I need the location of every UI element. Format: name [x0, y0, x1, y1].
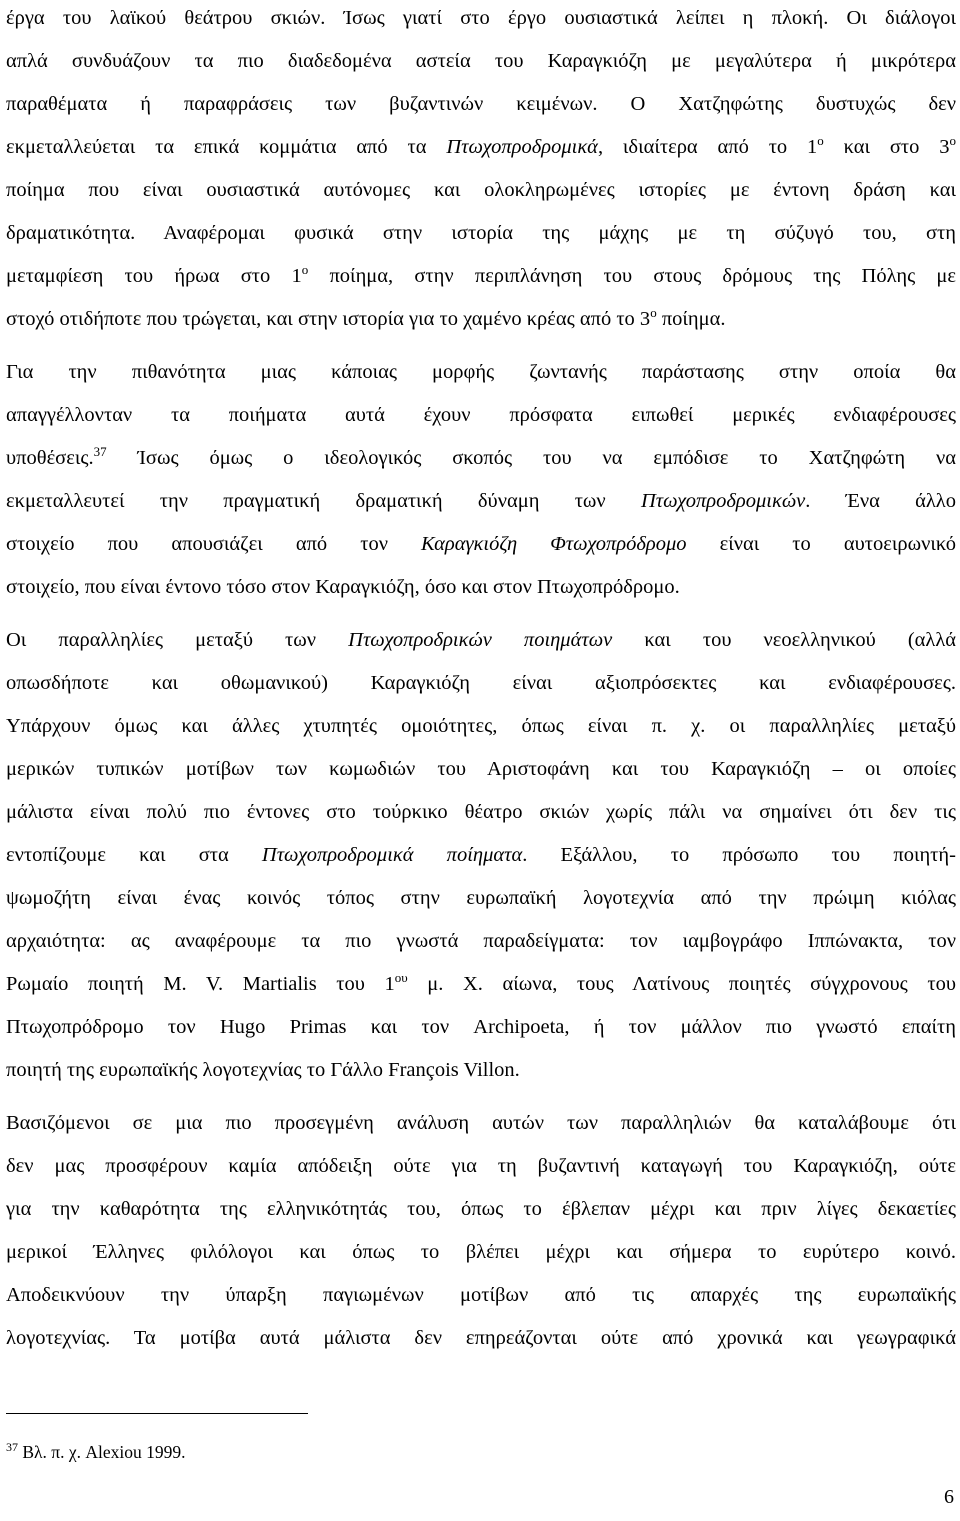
text-run: ποίημα που είναι ουσιαστικά αυτόνομες και ολοκληρωμένες ιστορίες με έντονη δράση και	[6, 179, 956, 201]
superscript: ο	[301, 262, 309, 277]
text-run: ποίημα, στην περιπλάνηση του στους δρόμους της Πόλης με	[308, 265, 957, 287]
footnote-text: Βλ. π. χ. Alexiou 1999.	[18, 1442, 186, 1462]
text-line	[6, 712, 956, 740]
text-run: στοιχείο που απουσιάζει από τον	[6, 533, 422, 555]
footnote-marker: 37	[6, 1440, 18, 1454]
text-line	[6, 1324, 956, 1352]
text-line	[6, 798, 956, 826]
text-line	[6, 4, 956, 32]
text-run: λογοτεχνίας. Τα μοτίβα αυτά μάλιστα δεν επηρεάζονται ούτε από χρονικά και γεωγραφικά	[6, 1327, 956, 1349]
text-line	[6, 1013, 956, 1041]
text-line	[6, 1238, 956, 1266]
text-line	[6, 884, 956, 912]
text-run: υποθέσεις.	[6, 447, 94, 469]
text-line	[6, 176, 956, 204]
text-line	[6, 444, 956, 472]
text-line	[6, 1152, 956, 1180]
text-line	[6, 573, 956, 601]
text-run: . Εξάλλου, το πρόσωπο του ποιητή-	[522, 844, 956, 866]
text-line	[6, 1109, 956, 1137]
text-run: εκμεταλλευτεί την πραγματική δραματική δύναμη των	[6, 490, 641, 512]
text-line	[6, 262, 956, 290]
text-run: , ιδιαίτερα από το 1	[597, 136, 818, 158]
italic-text: Πτωχοπροδρικών ποιημάτων	[348, 629, 613, 651]
page-number: 6	[944, 1486, 954, 1508]
text-run: Ρωμαίο ποιητή M. V. Martialis του 1	[6, 973, 395, 995]
text-run: Βασιζόμενοι σε μια πιο προσεγμένη ανάλυση αυτών των παραλληλιών θα καταλάβουμε ότι	[6, 1112, 956, 1134]
text-run: ποίημα.	[656, 308, 726, 330]
text-run: εκμεταλλεύεται τα επικά κομμάτια από τα	[6, 136, 447, 158]
text-line	[6, 401, 956, 429]
text-line	[6, 1195, 956, 1223]
text-run: στοχό οτιδήποτε που τρώγεται, και στην ιστορία για το χαμένο κρέας από το 3	[6, 308, 651, 330]
text-run: έργα του λαϊκού θεάτρου σκιών. Ίσως γιατί στο έργο ουσιαστικά λείπει η πλοκή. Οι διάλογοι	[6, 7, 956, 29]
italic-text: Πτωχοπροδρομικά	[446, 136, 598, 158]
superscript: ο	[817, 133, 824, 148]
text-run: μεταμφίεση του ήρωα στο 1	[6, 265, 302, 287]
text-line	[6, 927, 956, 955]
text-line	[6, 358, 956, 386]
italic-text: Καραγκιόζη Φτωχοπρόδρομο	[421, 533, 687, 555]
text-run: Πτωχοπρόδρομο τον Hugo Primas και τον Archipoeta, ή τον μάλλον πιο γνωστό επαίτη	[6, 1016, 956, 1038]
text-run: για την καθαρότητα της ελληνικότητάς του, όπως το έβλεπαν μέχρι και πριν λίγες δεκαετίες	[6, 1198, 956, 1220]
text-run: Αποδεικνύουν την ύπαρξη παγιωμένων μοτίβων από τις απαρχές της ευρωπαϊκής	[6, 1284, 956, 1306]
footnote	[6, 1440, 186, 1464]
text-line	[6, 305, 956, 333]
text-run: και του νεοελληνικού (αλλά	[612, 629, 957, 651]
text-line	[6, 1056, 956, 1084]
text-line	[6, 669, 956, 697]
text-run: αρχαιότητα: ας αναφέρουμε τα πιο γνωστά παραδείγματα: τον ιαμβογράφο Ιππώνακτα, τον	[6, 930, 956, 952]
superscript: ο	[949, 133, 957, 148]
text-run: δραματικότητα. Αναφέρομαι φυσικά στην ιστορία της μάχης με τη σύζυγό του, στη	[6, 222, 956, 244]
text-line	[6, 970, 956, 998]
text-run: δεν μας προσφέρουν καμία απόδειξη ούτε για τη βυζαντινή καταγωγή του Καραγκιόζη, ούτε	[6, 1155, 956, 1177]
text-run: Οι παραλληλίες μεταξύ των	[6, 629, 349, 651]
text-run: στοιχείο, που είναι έντονο τόσο στον Καραγκιόζη, όσο και στον Πτωχοπρόδρομο.	[6, 576, 680, 598]
text-run: ποιητή της ευρωπαϊκής λογοτεχνίας το Γάλλο François Villon.	[6, 1059, 520, 1081]
text-run: μάλιστα είναι πολύ πιο έντονες στο τούρκικο θέατρο σκιών χωρίς πάλι να σημαίνει ότι δεν τις	[6, 801, 956, 823]
text-run: είναι το αυτοειρωνικό	[686, 533, 956, 555]
text-run: παραθέματα ή παραφράσεις των βυζαντινών κειμένων. Ο Χατζηφώτης δυστυχώς δεν	[6, 93, 956, 115]
text-line	[6, 219, 956, 247]
superscript: ο	[650, 305, 657, 320]
text-run: μ. Χ. αίωνα, τους Λατίνους ποιητές σύγχρονους του	[407, 973, 957, 995]
text-run: ψωμοζήτη είναι ένας κοινός τόπος στην ευρωπαϊκή λογοτεχνία από την πρώιμη κιόλας	[6, 887, 956, 909]
text-line	[6, 626, 956, 654]
text-run: Υπάρχουν όμως και άλλες χτυπητές ομοιότητες, όπως είναι π. χ. οι παραλληλίες μεταξύ	[6, 715, 956, 737]
text-run: Ίσως όμως ο ιδεολογικός σκοπός του να εμπόδισε το Χατζηφώτη να	[106, 447, 956, 469]
text-run: και στο 3	[823, 136, 950, 158]
text-run: μερικοί Έλληνες φιλόλογοι και όπως το βλέπει μέχρι και σήμερα το ευρύτερο κοινό.	[6, 1241, 956, 1263]
text-line	[6, 530, 956, 558]
text-run: απαγγέλλονταν τα ποιήματα αυτά έχουν πρόσφατα ειπωθεί μερικές ενδιαφέρουσες	[6, 404, 956, 426]
superscript: 37	[93, 444, 107, 459]
italic-text: Πτωχοπροδρομικά ποίηματα	[261, 844, 523, 866]
text-run: εντοπίζουμε και στα	[6, 844, 262, 866]
text-run: . Ένα άλλο	[805, 490, 956, 512]
text-line	[6, 1281, 956, 1309]
text-line	[6, 133, 956, 161]
text-run: μερικών τυπικών μοτίβων των κωμωδιών του Αριστοφάνη και του Καραγκιόζη – οι οποίες	[6, 758, 956, 780]
text-run: Για την πιθανότητα μιας κάποιας μορφής ζωντανής παράστασης στην οποία θα	[6, 361, 956, 383]
text-line	[6, 755, 956, 783]
text-line	[6, 487, 956, 515]
text-line	[6, 47, 956, 75]
italic-text: Πτωχοπροδρομικών	[640, 490, 806, 512]
text-line	[6, 90, 956, 118]
text-line	[6, 841, 956, 869]
footnote-separator	[6, 1413, 308, 1414]
superscript: ου	[394, 970, 408, 985]
text-run: οπωσδήποτε και οθωμανικού) Καραγκιόζη είναι αξιοπρόσεκτες και ενδιαφέρουσες.	[6, 672, 956, 694]
text-run: απλά συνδυάζουν τα πιο διαδεδομένα αστεία του Καραγκιόζη με μεγαλύτερα ή μικρότερα	[6, 50, 956, 72]
